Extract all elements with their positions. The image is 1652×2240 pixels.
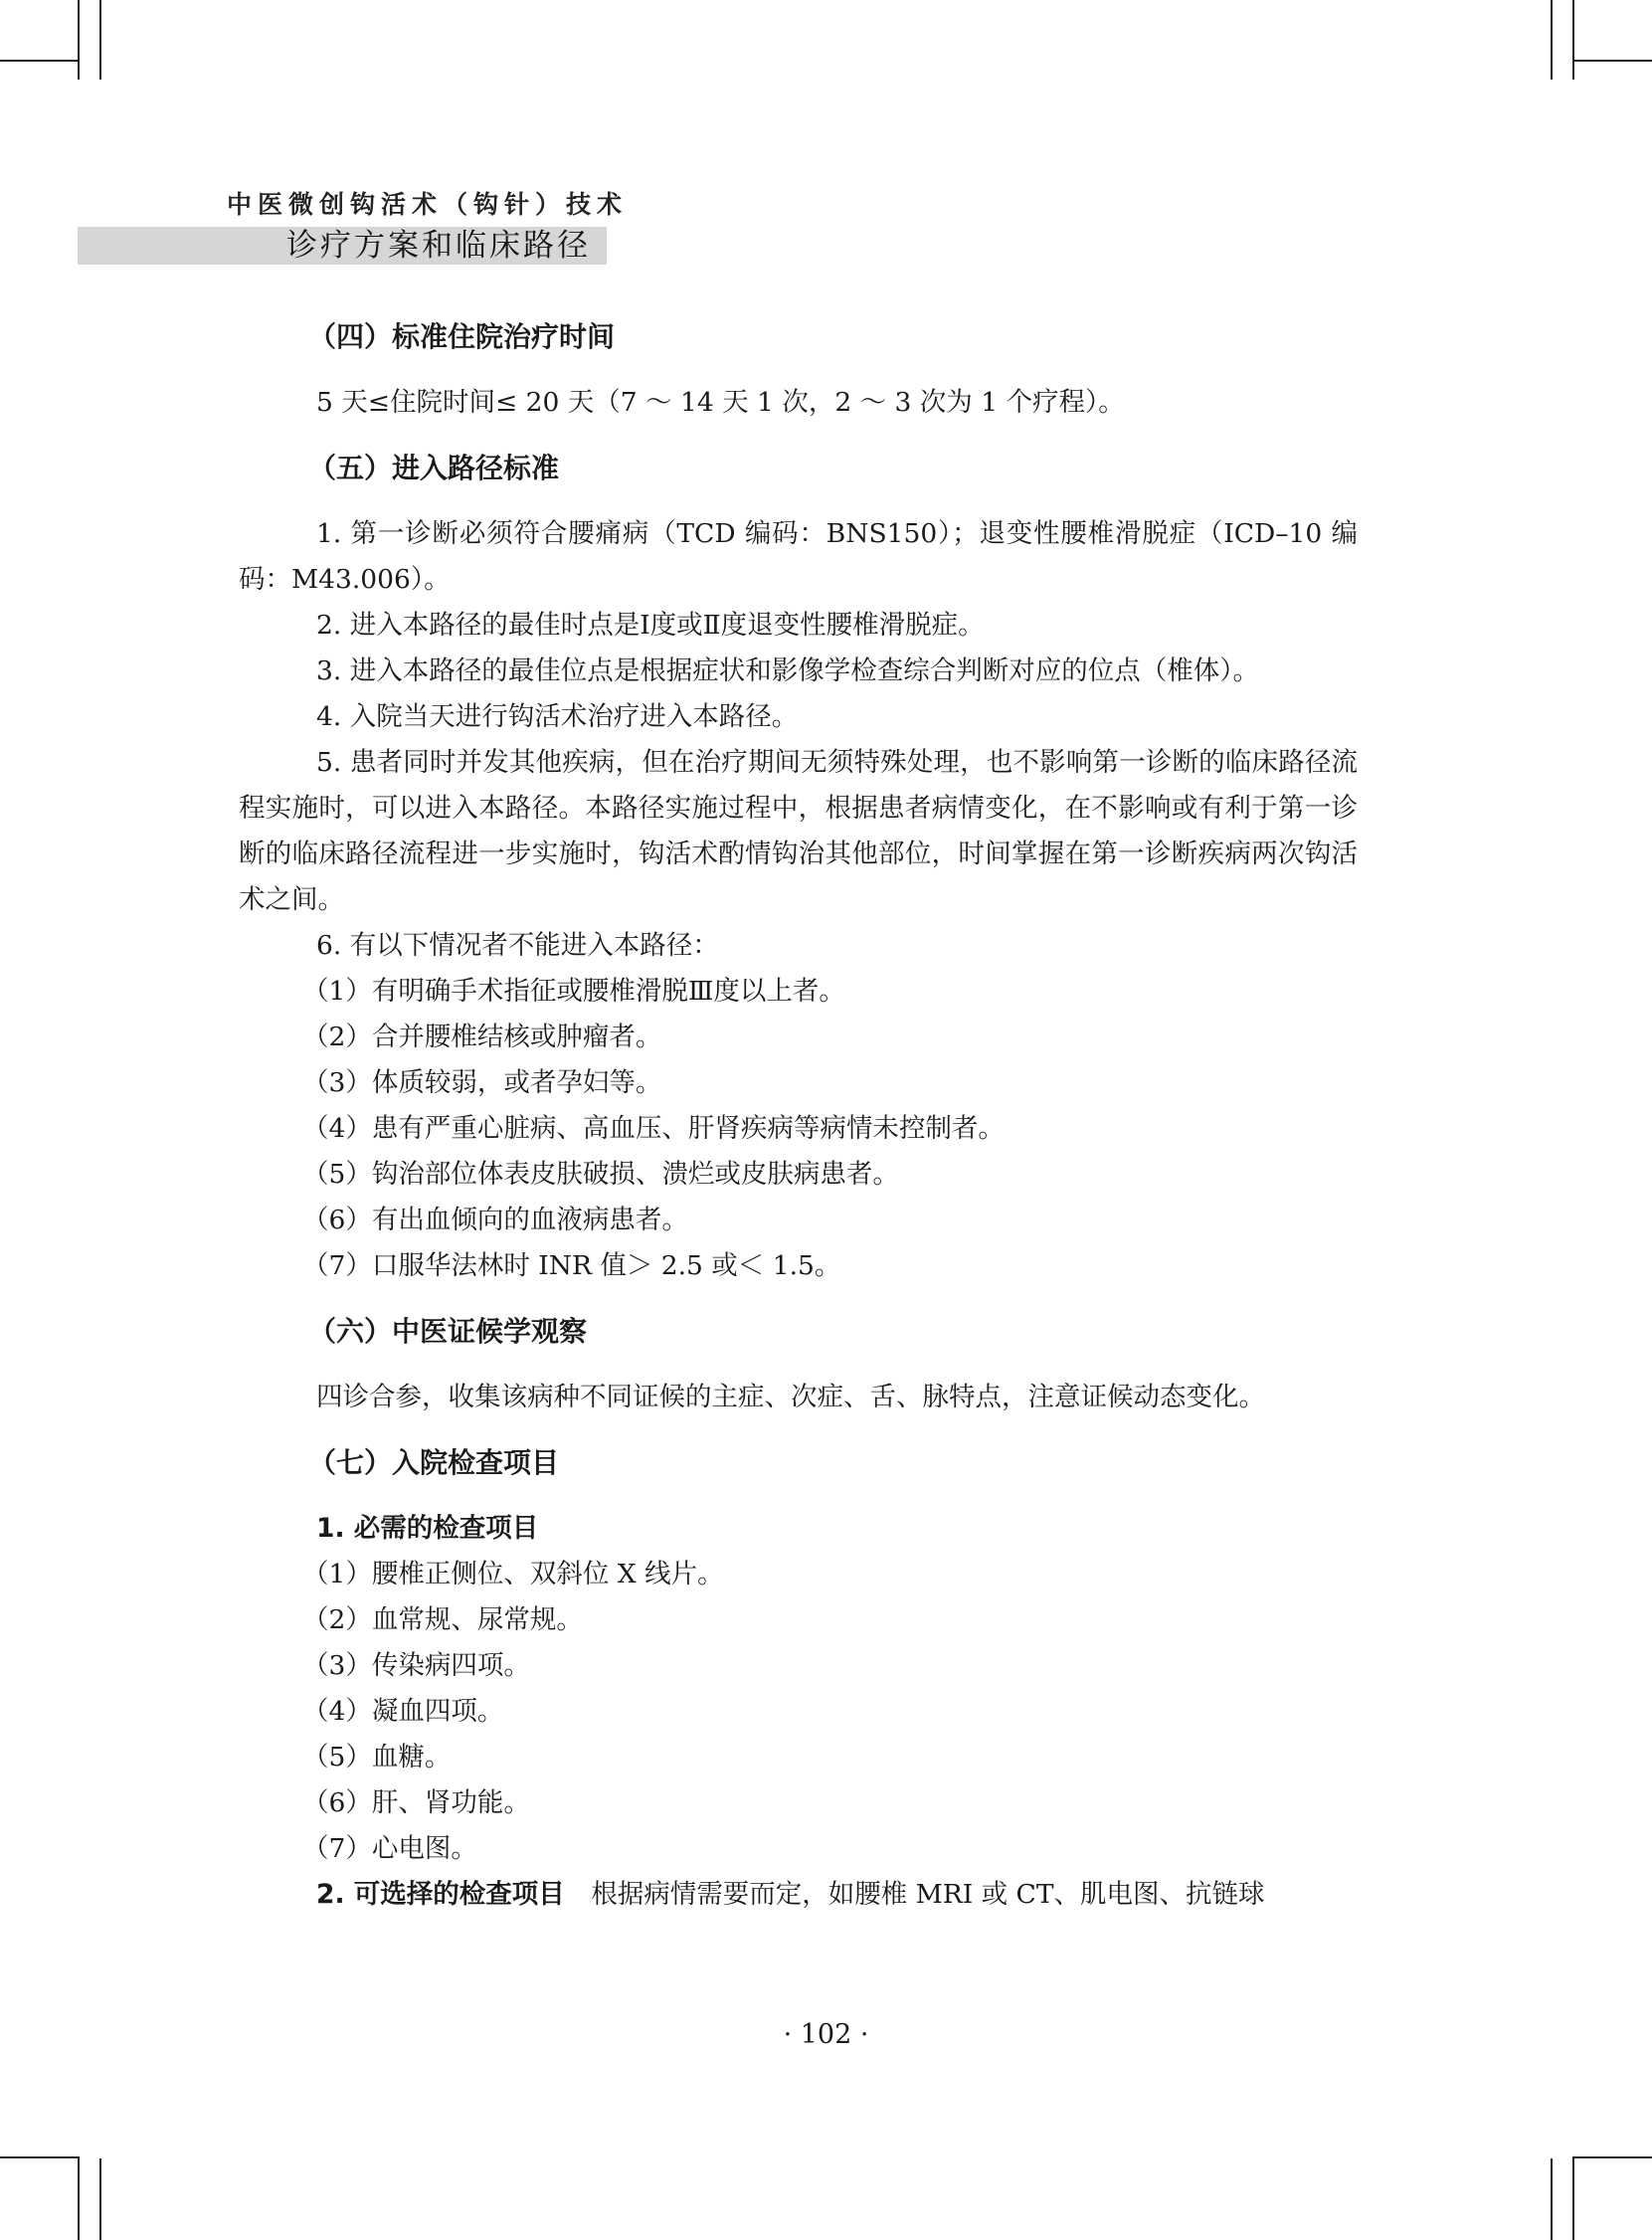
section-heading: （六）中医证候学观察 [308,1315,588,1348]
paragraph: 5 天≤住院时间≤ 20 天（7 ～ 14 天 1 次，2 ～ 3 次为 1 个疗程）。 [316,387,1125,418]
running-header-subtitle: 诊疗方案和临床路径 [286,228,591,264]
list-item: （7）心电图。 [302,1833,477,1864]
page-number: · 102 · [783,2019,869,2050]
paragraph-text: 根据病情需要而定，如腰椎 MRI 或 CT、肌电图、抗链球 [591,1879,1265,1910]
list-item: （5）血糖。 [302,1742,452,1773]
paragraph: 6. 有以下情况者不能进入本路径： [316,930,719,961]
list-item: （4）凝血四项。 [302,1696,504,1727]
subheading: 2. 可选择的检查项目 [316,1879,565,1910]
crop-mark [1572,2158,1574,2240]
list-item: （5）钩治部位体表皮肤破损、溃烂或皮肤病患者。 [302,1159,899,1190]
section-heading: （七）入院检查项目 [308,1446,560,1479]
paragraph: 3. 进入本路径的最佳位点是根据症状和影像学检查综合判断对应的位点（椎体）。 [316,655,1259,686]
crop-mark [1572,0,1574,80]
subheading: 1. 必需的检查项目 [316,1513,539,1544]
paragraph: 四诊合参，收集该病种不同证候的主症、次症、舌、脉特点，注意证候动态变化。 [316,1382,1265,1412]
paragraph [239,1872,1358,1918]
paragraph: 5. 患者同时并发其他疾病，但在治疗期间无须特殊处理，也不影响第一诊断的临床路径流程实施时，可以进入本路径。本路径实施过程中，根据患者病情变化，在不影响或有利于第一诊断的临床路径流程进一步实施时，钩活术酌情钩治其他部位，时间掌握在第一诊断疾病两次钩活术之间。 [239,747,1358,915]
section-heading: （五）进入路径标准 [308,452,560,484]
paragraph: 2. 进入本路径的最佳时点是Ⅰ度或Ⅱ度退变性腰椎滑脱症。 [316,610,985,641]
list-item: （1）腰椎正侧位、双斜位 X 线片。 [302,1559,724,1589]
crop-mark [1572,2156,1652,2158]
crop-mark [78,0,80,80]
list-item: （7）口服华法林时 INR 值＞ 2.5 或＜ 1.5。 [302,1250,841,1281]
running-header-title: 中医微创钩活术（钩针）技术 [227,190,629,219]
list-item: （1）有明确手术指征或腰椎滑脱Ⅲ度以上者。 [302,976,845,1007]
list-item: （2）合并腰椎结核或肿瘤者。 [302,1022,662,1052]
section-heading: （四）标准住院治疗时间 [308,320,616,353]
list-item: （6）肝、肾功能。 [302,1787,530,1818]
crop-mark [99,2158,101,2240]
crop-mark [1551,2158,1553,2240]
paragraph: 4. 入院当天进行钩活术治疗进入本路径。 [316,701,799,732]
crop-mark [1572,60,1652,62]
crop-mark [99,0,101,80]
paragraph: 1. 第一诊断必须符合腰痛病（TCD 编码：BNS150）；退变性腰椎滑脱症（ICD–10 编码：M43.006）。 [239,518,1358,595]
list-item: （6）有出血倾向的血液病患者。 [302,1205,688,1235]
list-item: （3）体质较弱，或者孕妇等。 [302,1067,662,1098]
page-body [239,298,1358,1918]
crop-mark [1551,0,1553,80]
crop-mark [0,2156,80,2158]
list-item: （4）患有严重心脏病、高血压、肝肾疾病等病情未控制者。 [302,1113,1005,1144]
list-item: （3）传染病四项。 [302,1650,530,1681]
crop-mark [78,2158,80,2240]
list-item: （2）血常规、尿常规。 [302,1604,583,1635]
crop-mark [0,60,80,62]
